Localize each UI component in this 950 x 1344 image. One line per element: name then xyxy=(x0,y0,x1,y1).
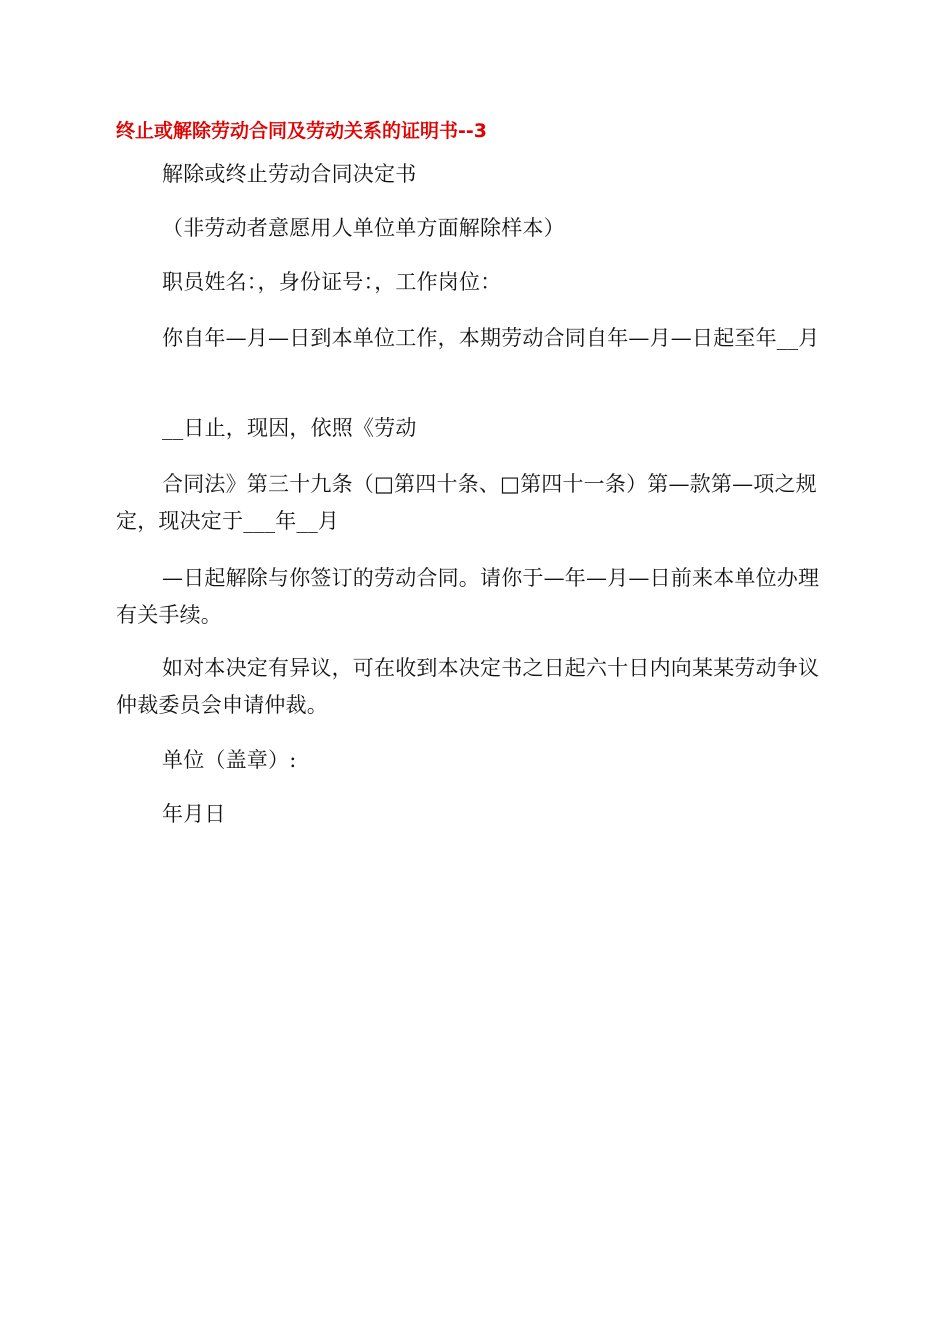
document-title: 终止或解除劳动合同及劳动关系的证明书--3 xyxy=(116,120,487,142)
employment-period-paragraph: 你自年—月—日到本单位工作，本期劳动合同自年—月—日起至年__月 xyxy=(162,326,820,350)
termination-date-paragraph: —日起解除与你签订的劳动合同。请你于—年—月—日前来本单位办理有关手续。 xyxy=(116,566,820,627)
arbitration-paragraph: 如对本决定有异议，可在收到本决定书之日起六十日内向某某劳动争议仲裁委员会申请仲裁。 xyxy=(116,656,820,717)
company-seal-line: 单位（盖章）: xyxy=(162,748,297,772)
legal-basis-paragraph: 合同法》第三十九条（□第四十条、□第四十一条）第—款第—项之规定，现决定于___年__月 xyxy=(116,472,817,533)
sample-note: （非劳动者意愿用人单位单方面解除样本） xyxy=(162,216,565,240)
employee-info-line: 职员姓名：，身份证号：，工作岗位： xyxy=(162,270,502,294)
termination-reason-line: __日止，现因，依照《劳动 xyxy=(162,416,417,440)
decision-heading: 解除或终止劳动合同决定书 xyxy=(162,162,417,186)
date-line: 年月日 xyxy=(162,802,226,826)
